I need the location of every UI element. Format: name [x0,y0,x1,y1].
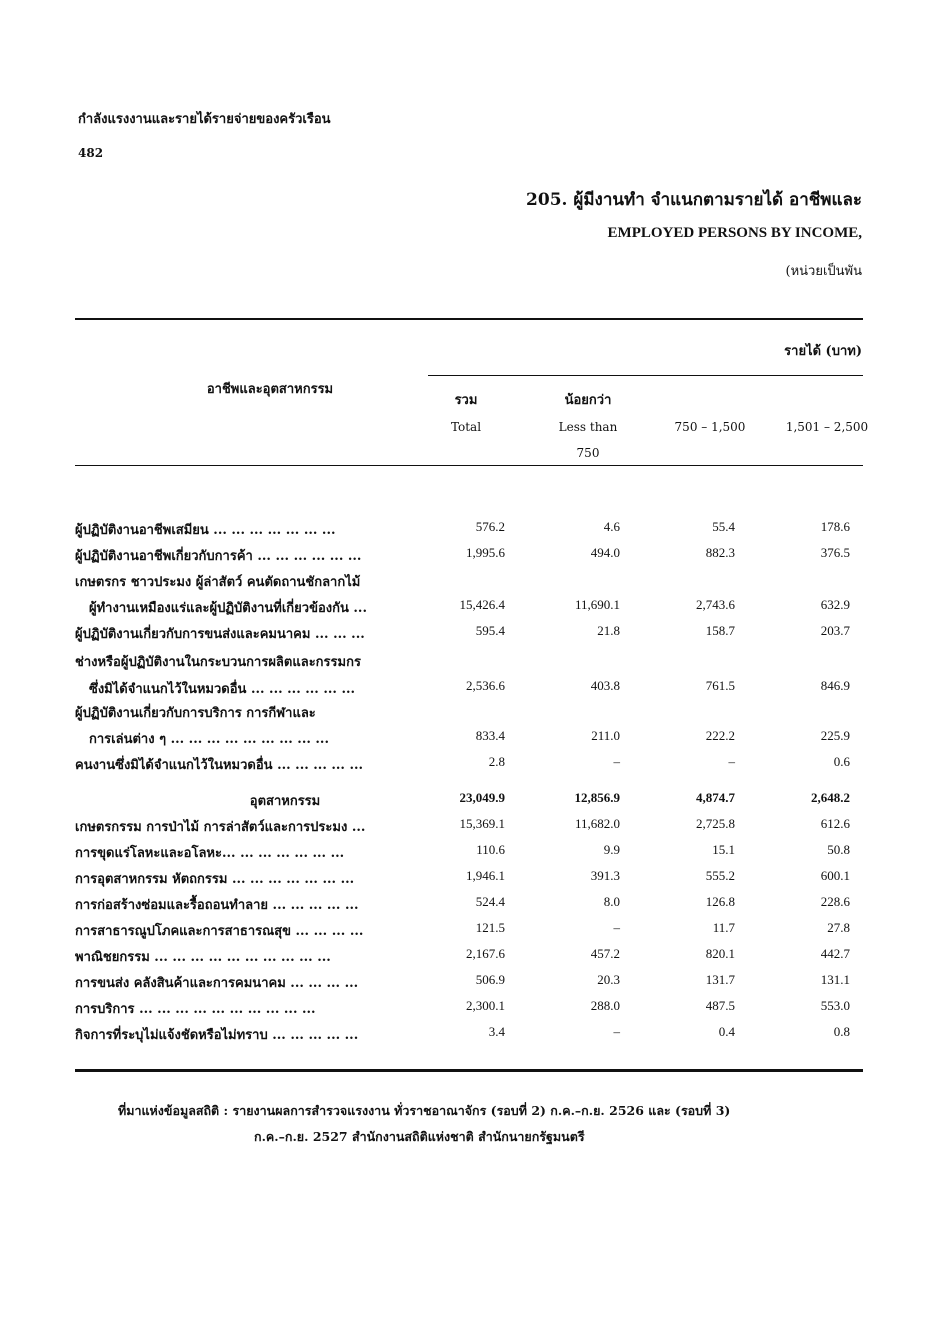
cell-lt750: 494.0 [590,545,620,560]
cell-750-1500: 761.5 [705,678,735,693]
row-label: เกษตรกร ชาวประมง ผู้ล่าสัตว์ คนตัดถานชักลากไม้ [75,575,361,590]
cell-750-1500: 882.3 [705,545,735,560]
row-label: ผู้ปฏิบัติงานเกี่ยวกับการบริการ การกีฬาและ [75,706,316,721]
cell-1501-2500: 600.1 [820,868,850,883]
row-label: การอุตสาหกรรม หัตถกรรม ... ... ... ... ... ... ... [75,872,355,887]
column-header-750-1500: 750 – 1,500 [674,420,746,434]
cell-total: 121.5 [475,920,505,935]
cell-lt750: 403.8 [590,678,620,693]
footnote-line-1: ที่มาแห่งข้อมูลสถิติ : รายงานผลการสำรวจแรงงาน ทั่วราชอาณาจักร (รอบที่ 2) ก.ค.–ก.ย. 2526 และ (รอบที่ 3) [118,1103,731,1118]
cell-total: 110.6 [476,842,505,857]
column-header-total [428,388,504,440]
row-label: เกษตรกรรม การป่าไม้ การล่าสัตว์และการประมง ... [75,820,366,835]
cell-lt750: 211.0 [591,728,620,743]
cell-750-1500: 55.4 [712,519,735,534]
column-header-total-english: Total [450,420,482,434]
cell-750-1500: 820.1 [705,946,735,961]
table-bottom-rule [75,1069,863,1072]
table-row [75,868,865,890]
cell-lt750: 11,682.0 [574,816,620,831]
row-label: ช่างหรือผู้ปฏิบัติงานในกระบวนการผลิตและกรรมกร [75,655,361,670]
income-group-rule [428,375,863,376]
cell-lt750: – [613,754,620,769]
cell-750-1500: 2,725.8 [696,816,735,831]
cell-lt750: – [613,1024,620,1039]
cell-1501-2500: 27.8 [827,920,850,935]
column-header-lt750-value: 750 [576,446,600,460]
cell-750-1500: – [728,754,735,769]
table-row [75,920,865,942]
cell-total: 576.2 [475,519,505,534]
cell-total: 15,426.4 [459,597,505,612]
table-row [75,842,865,864]
table-row [75,702,865,724]
cell-1501-2500: 553.0 [820,998,850,1013]
cell-total: 15,369.1 [459,816,505,831]
cell-1501-2500: 225.9 [820,728,850,743]
cell-lt750: 21.8 [597,623,620,638]
cell-lt750: 8.0 [603,894,620,909]
cell-750-1500: 0.4 [718,1024,735,1039]
table-title-thai: 205. ผู้มีงานทำ จำแนกตามรายได้ อาชีพและ [526,190,862,210]
cell-total: 595.4 [475,623,505,638]
table-row [75,754,865,776]
cell-total: 524.4 [475,894,505,909]
header-bottom-rule [75,465,863,466]
cell-750-1500: 15.1 [712,842,735,857]
cell-lt750: 391.3 [590,868,620,883]
unit-note: (หน่วยเป็นพัน [785,264,862,279]
table-row [75,678,865,700]
row-label: การขนส่ง คลังสินค้าและการคมนาคม ... ... ... ... [75,976,359,991]
table-row [75,545,865,567]
table-row-industry-total [75,790,865,812]
table-title-english: EMPLOYED PERSONS BY INCOME, [607,225,862,241]
table-row [75,623,865,645]
table-row [75,816,865,838]
cell-total: 1,995.6 [466,545,505,560]
cell-750-1500: 2,743.6 [696,597,735,612]
cell-750-1500: 131.7 [705,972,735,987]
table-row [75,946,865,968]
running-title: กำลังแรงงานและรายได้รายจ่ายของครัวเรือน [78,112,331,127]
table-row [75,1024,865,1046]
cell-lt750: 457.2 [590,946,620,961]
table-row [75,998,865,1020]
row-label: การเล่นต่าง ๆ ... ... ... ... ... ... ... ... ... [89,732,329,747]
cell-750-1500: 126.8 [705,894,735,909]
page-number: 482 [78,146,104,160]
income-group-header: รายได้ (บาท) [784,344,862,359]
cell-lt750: 9.9 [603,842,620,857]
column-header-lt750-thai: น้อยกว่า [564,393,612,408]
row-label: ผู้ปฏิบัติงานอาชีพเสมียน ... ... ... ... ... ... ... [75,523,336,538]
cell-1501-2500: 228.6 [820,894,850,909]
row-label: ผู้ทำงานเหมืองแร่และผู้ปฏิบัติงานที่เกี่ยวข้องกัน ... [89,601,367,616]
stub-column-header: อาชีพและอุตสาหกรรม [206,382,334,397]
row-label: การขุดแร่โลหะและอโลหะ... ... ... ... ... ... ... [75,846,345,861]
cell-1501-2500: 846.9 [820,678,850,693]
cell-750-1500: 11.7 [712,920,735,935]
column-header-total-thai: รวม [454,393,478,408]
table-row [75,571,865,593]
cell-1501-2500: 0.6 [833,754,850,769]
row-label: พาณิชยกรรม ... ... ... ... ... ... ... ... ... ... [75,950,331,965]
row-label: ซึ่งมิได้จำแนกไว้ในหมวดอื่น ... ... ... ... ... ... [89,682,356,697]
table-row [75,972,865,994]
cell-lt750: 288.0 [590,998,620,1013]
cell-total: 23,049.9 [459,790,505,805]
table-row [75,894,865,916]
row-label: ผู้ปฏิบัติงานอาชีพเกี่ยวกับการค้า ... ... ... ... ... ... [75,549,362,564]
cell-total: 506.9 [475,972,505,987]
cell-lt750: – [613,920,620,935]
cell-1501-2500: 2,648.2 [811,790,850,805]
row-label: คนงานซึ่งมิได้จำแนกไว้ในหมวดอื่น ... ... ... ... ... [75,758,364,773]
table-row [75,597,865,619]
row-label: กิจการที่ระบุไม่แจ้งชัดหรือไม่ทราบ ... ... ... ... ... [75,1028,359,1043]
cell-1501-2500: 376.5 [820,545,850,560]
cell-1501-2500: 131.1 [820,972,850,987]
cell-750-1500: 487.5 [705,998,735,1013]
column-header-1501-2500: 1,501 – 2,500 [785,420,869,434]
cell-lt750: 20.3 [597,972,620,987]
cell-750-1500: 158.7 [705,623,735,638]
cell-total: 3.4 [488,1024,505,1039]
cell-1501-2500: 0.8 [833,1024,850,1039]
cell-750-1500: 555.2 [705,868,735,883]
cell-1501-2500: 442.7 [820,946,850,961]
cell-lt750: 11,690.1 [574,597,620,612]
cell-total: 2,300.1 [466,998,505,1013]
cell-lt750: 4.6 [603,519,620,534]
cell-750-1500: 222.2 [705,728,735,743]
cell-total: 1,946.1 [466,868,505,883]
cell-total: 2.8 [488,754,505,769]
footnote-line-2: ก.ค.–ก.ย. 2527 สำนักงานสถิติแห่งชาติ สำนักนายกรัฐมนตรี [254,1129,585,1144]
row-label: การสาธารณูปโภคและการสาธารณสุข ... ... ... ... [75,924,364,939]
cell-1501-2500: 178.6 [820,519,850,534]
cell-lt750: 12,856.9 [574,790,620,805]
row-label: การก่อสร้างซ่อมและรื้อถอนทำลาย ... ... ... ... ... [75,898,359,913]
table-row [75,519,865,541]
cell-1501-2500: 50.8 [827,842,850,857]
cell-total: 2,167.6 [466,946,505,961]
cell-total: 2,536.6 [466,678,505,693]
cell-1501-2500: 203.7 [820,623,850,638]
source-footnote [118,1098,878,1150]
row-label: ผู้ปฏิบัติงานเกี่ยวกับการขนส่งและคมนาคม ... ... ... [75,627,365,642]
cell-1501-2500: 612.6 [820,816,850,831]
table-row [75,651,865,673]
table-top-rule [75,318,863,320]
cell-1501-2500: 632.9 [820,597,850,612]
column-header-lt750-english: Less than [558,420,618,434]
cell-750-1500: 4,874.7 [696,790,735,805]
table-row [75,728,865,750]
row-label: อุตสาหกรรม [249,794,321,809]
column-header-less-than-750 [550,388,626,466]
row-label: การบริการ ... ... ... ... ... ... ... ... ... ... [75,1002,316,1017]
cell-total: 833.4 [475,728,505,743]
